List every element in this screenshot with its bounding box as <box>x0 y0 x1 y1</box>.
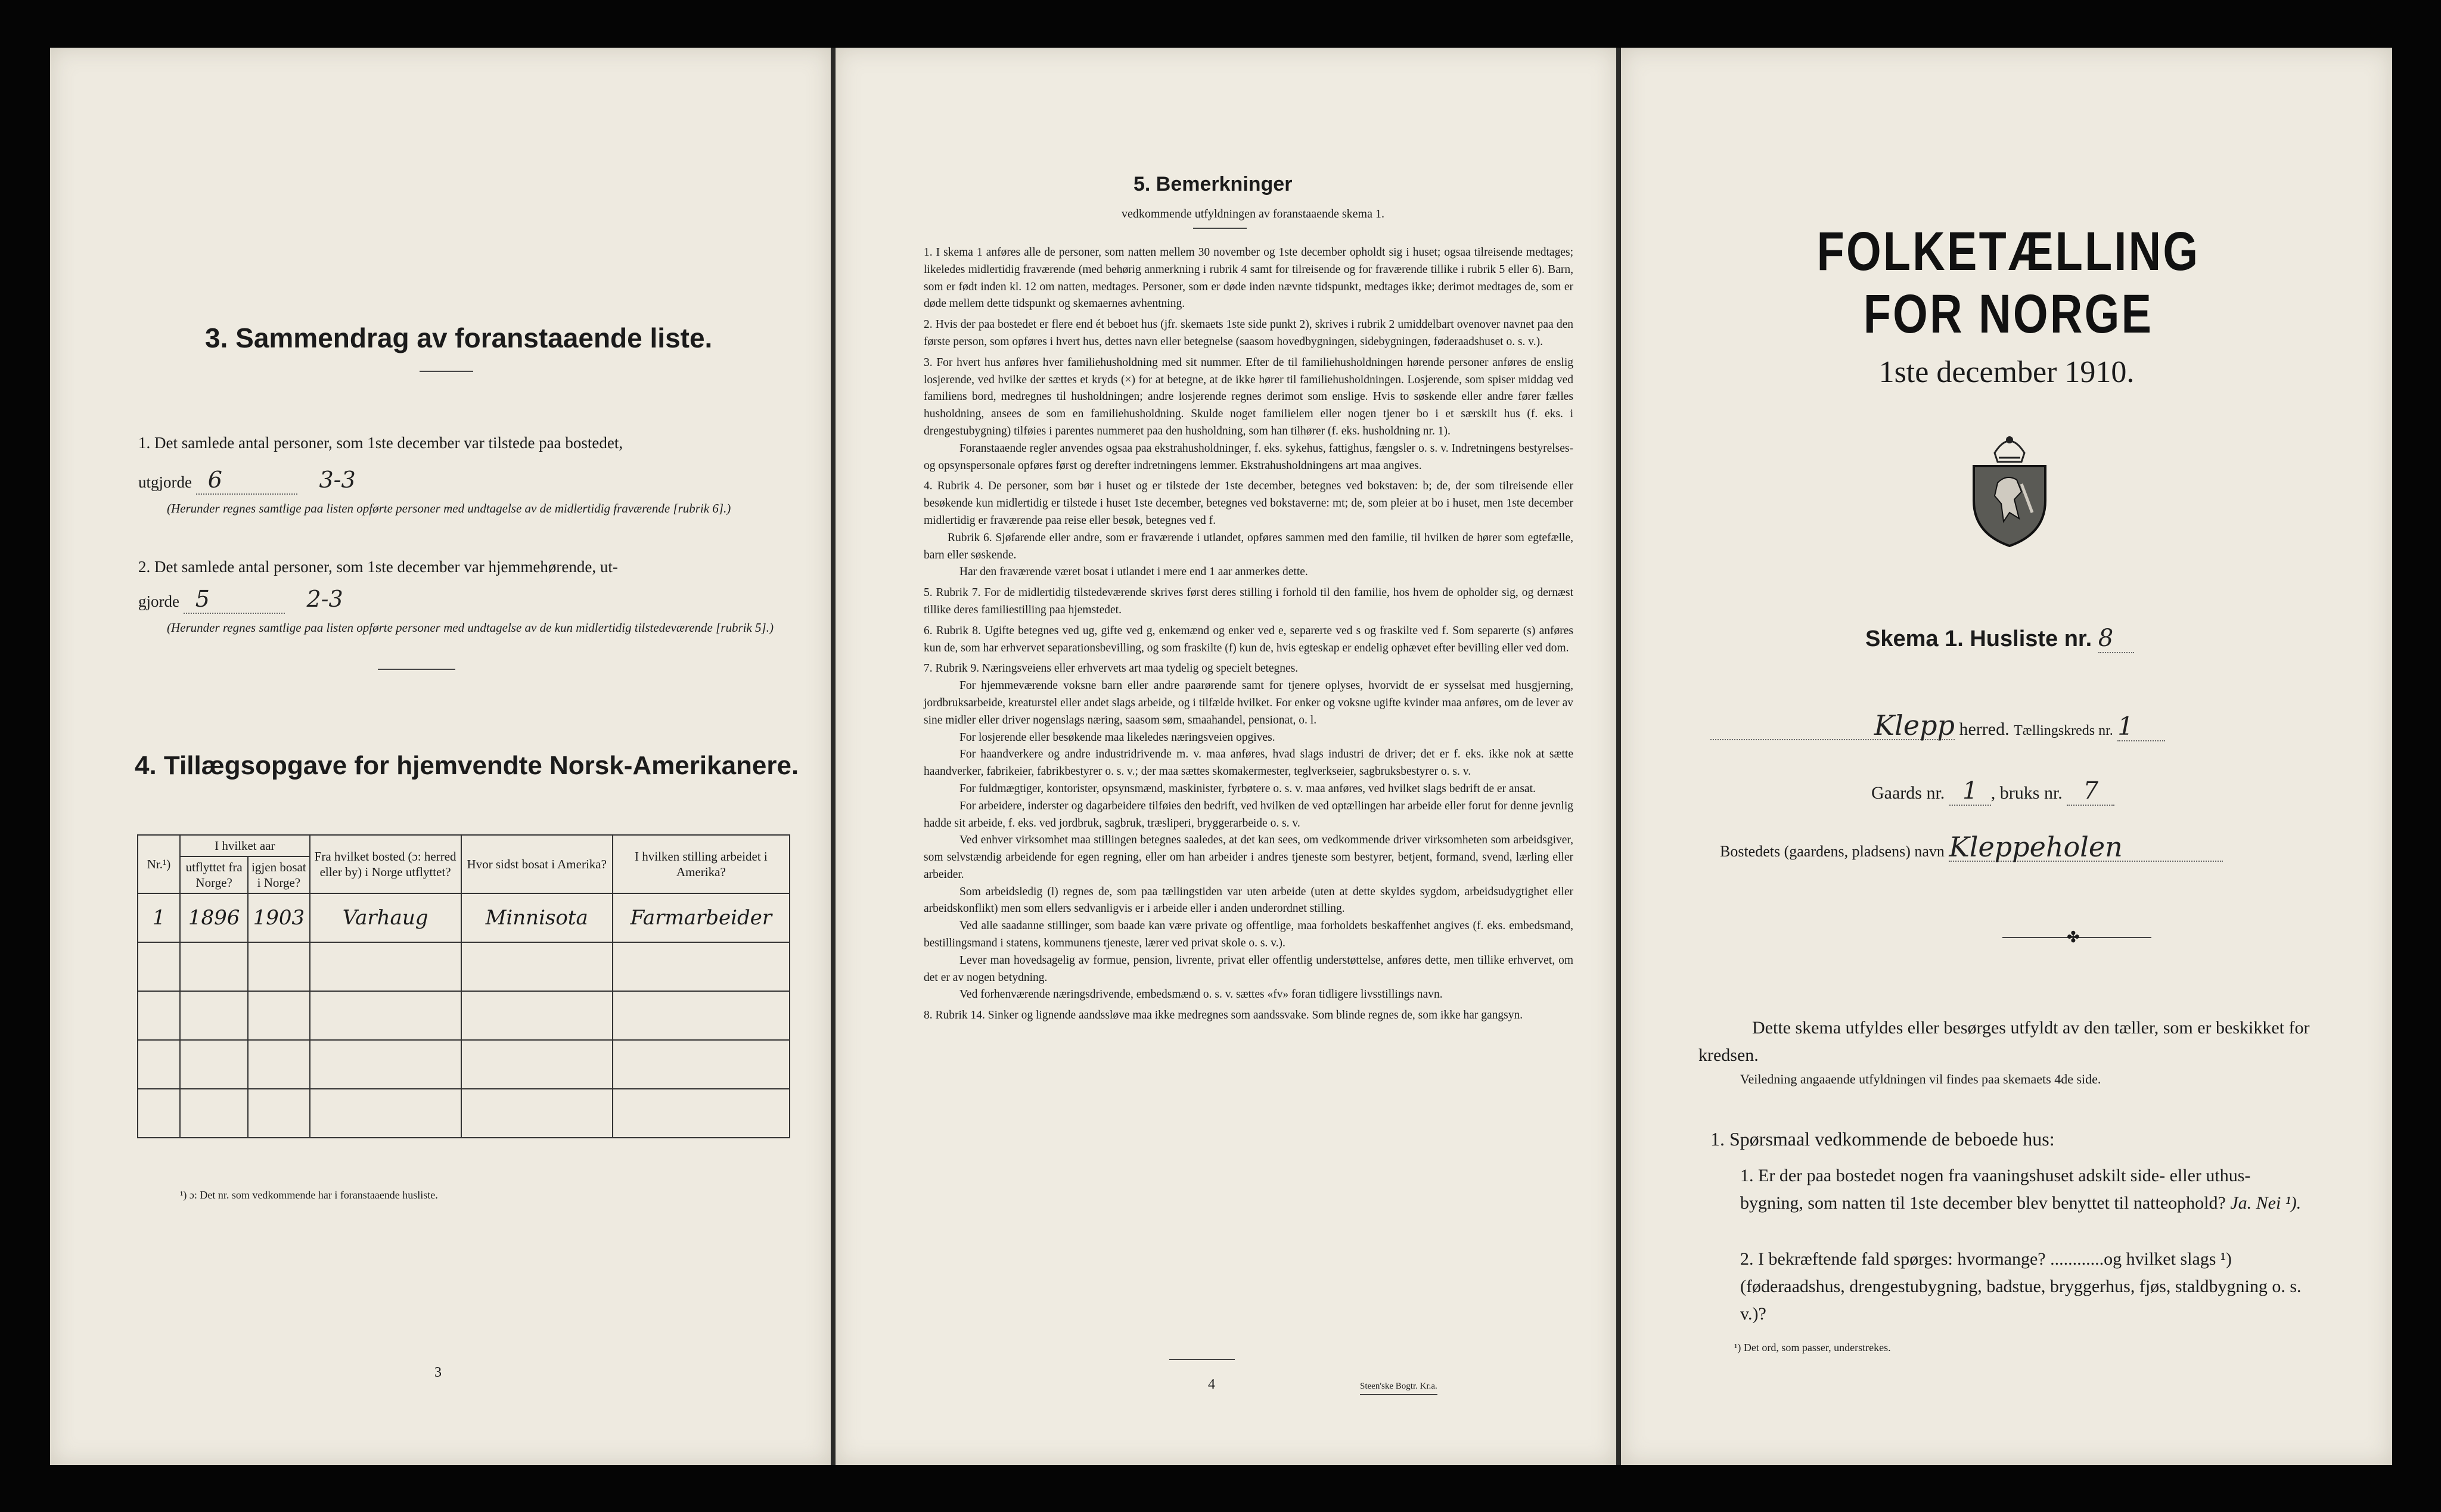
table-row <box>138 893 790 942</box>
printer-mark: Steen'ske Bogtr. Kr.a. <box>1360 1381 1437 1395</box>
cell-hvor: Minnisota <box>461 893 613 942</box>
item-2-text: 2. Det samlede antal personer, som 1ste december var hjemmehørende, ut- <box>138 558 618 576</box>
item-2-value: 5 <box>184 585 285 614</box>
paragraph: 8. Rubrik 14. Sinker og lignende aandssløve maa ikke medregnes som aandssvake. Som blinde regnes de, som ikke har gangsyn. <box>924 1009 1523 1022</box>
col-aar-group: I hvilket aar <box>180 835 309 856</box>
census-date: 1ste december 1910. <box>1878 355 2135 389</box>
footnote: ¹) Det ord, som passer, understrekes. <box>1734 1342 1891 1353</box>
bosted-label: Bostedets (gaardens, pladsens) navn <box>1720 843 1945 860</box>
col-nr: Nr.¹) <box>138 835 180 893</box>
paragraph: For fuldmægtiger, kontorister, opsynsmænd, maskinister, fyrbøtere o. s. v. maa anføres, ved hvilket slags bedrift de er ansat. <box>959 782 1536 795</box>
item-1-note: (Herunder regnes samtlige paa listen opførte personer med undtagelse av de midlertidig fraværende [rubrik 6].) <box>167 501 731 516</box>
utgjorde-label: utgjorde <box>138 473 192 491</box>
footnote: ¹) ɔ: Det nr. som vedkommende har i foranstaaende husliste. <box>180 1189 438 1201</box>
paragraph: 2. Hvis der paa bostedet er flere end ét beboet hus (jfr. skemaets 1ste side punkt 2), skrives i rubrik 2 umiddelbart ovenover navnet paa den første person, som opføres i hvert hus, dettes navn eller betegnelse (saasom hovedbygningen, sidebygningen, føderaadshuset o. s. v.). <box>924 318 1573 348</box>
page-fold <box>1616 48 1621 1465</box>
question-1 <box>1740 1162 2312 1217</box>
item-1-value: 6 <box>196 466 297 495</box>
bemerkninger-title: 5. Bemerkninger <box>1133 173 1293 195</box>
herred-line <box>1710 709 2306 744</box>
paragraph: Ved enhver virksomhet maa stillingen betegnes saaledes, at det kan sees, om vedkommende driver virksomheten som arbeidsgiver, som selvstændig arbeidende for egen regning, eller om han arbeider i andres tjeneste som bestyrer, betjent, formand, svend, lærling eller arbeider. <box>924 834 1573 881</box>
paragraph: For arbeidere, inderster og dagarbeidere tilføies den bedrift, ved hvilken de ved optællingen har arbeide eller forut for denne jevnlig hadde sit arbeide, f. eks. ved jordbruk, sagbruk, træsliperi, bryggerarbeide o. s. v. <box>924 799 1573 830</box>
cell-igjen: 1903 <box>248 893 309 942</box>
bosted-value: Kleppeholen <box>1949 833 2223 862</box>
paragraph: 6. Rubrik 8. Ugifte betegnes ved ug, gifte ved g, enkemænd og enker ved e, separerte ved s og fraskilte ved f. Som separerte (s) anføres kun de, som har erhvervet separationsbevilling, og som fraskilte (f) kun de, hvis egteskap er endelig ophævet efter bevilling eller ved dom. <box>924 624 1573 654</box>
bruks-value: 7 <box>2067 777 2114 806</box>
page-number: 3 <box>434 1365 442 1380</box>
gaards-value: 1 <box>1949 777 1991 806</box>
document-title: FOLKETÆLLING FOR NORGE <box>1816 221 2200 344</box>
cell-nr: 1 <box>138 893 180 942</box>
table-row <box>138 942 790 991</box>
page-4 <box>836 48 1616 1465</box>
paragraph: For hjemmeværende voksne barn eller andre paarørende samt for tjenere oplyses, hvorvidt de er sysselsat med husgjerning, jordbruksarbeide, kreaturstel eller andet slags arbeide, og i tilfælde hvilket. For enker og voksne ugifte kvinder maa anføres, om de lever av sine midler eller driver nogenslags næring, saasom søm, smaahandel, pensionat, o. l. <box>924 679 1573 726</box>
page-1 <box>1621 48 2392 1465</box>
divider <box>1193 228 1247 229</box>
col-igjen: igjen bosat i Norge? <box>248 856 309 893</box>
norsk-amerikanere-table <box>137 834 790 1138</box>
bruks-label: bruks nr. <box>1999 783 2063 803</box>
ornament-icon: ✤ <box>2067 929 2080 946</box>
husliste-nr: 8 <box>2098 625 2134 653</box>
paragraph: For losjerende eller besøkende maa likeledes næringsveien opgives. <box>959 731 1275 744</box>
paragraph: 4. Rubrik 4. De personer, som bør i huset og er tilstede der 1ste december, betegnes ved bokstaven: b; de, der som tilreisende eller besøkende kun midlertidig er tilstede i huset 1ste december, betegnes ved bokstaverne: mt; de, som pleier at bo i huset, men 1ste december midlertidig er fraværende paa reise eller besøk, betegnes ved f. <box>924 480 1573 527</box>
cell-utflyttet: 1896 <box>180 893 248 942</box>
gaards-line: Gaards nr. 1 , bruks nr. 7 <box>1871 777 2114 807</box>
paragraph: Rubrik 6. Sjøfarende eller andre, som er fraværende i utlandet, opføres sammen med den familie, til hvilken de hører som egtefælle, barn eller søskende. <box>924 531 1573 561</box>
paragraph: Har den fraværende været bosat i utlandet i mere end 1 aar anmerkes dette. <box>959 566 1308 579</box>
divider <box>378 669 455 670</box>
intro-note: Veiledning angaaende utfyldningen vil findes paa skemaets 4de side. <box>1740 1072 2101 1086</box>
table-row <box>138 1040 790 1089</box>
page-fold <box>831 48 836 1465</box>
page-number: 4 <box>1208 1377 1215 1392</box>
paragraph: Foranstaaende regler anvendes ogsaa paa ekstrahusholdninger, f. eks. sykehus, fattighus, fængsler o. s. v. Indretningens bestyrelses- og opsynspersonale opføres først og derefter indretningens lemmer. Ekstrahusholdningens art maa angives. <box>924 442 1573 472</box>
col-utflyttet: utflyttet fra Norge? <box>180 856 248 893</box>
col-fra-bosted: Fra hvilket bosted (ɔ: herred eller by) i Norge utflyttet? <box>310 835 461 893</box>
section-4-title: 4. Tillægsopgave for hjemvendte Norsk-Amerikanere. <box>135 751 799 780</box>
bemerkninger-subtitle: vedkommende utfyldningen av foranstaaende skema 1. <box>1122 207 1384 221</box>
coat-of-arms-icon <box>1962 429 2057 551</box>
paragraph: For haandverkere og andre industridrivende m. v. maa anføres, hvad slags industri de driver; det er f. eks. ikke nok at sætte haandverker, fabrikeier, fabrikbestyrer o. s. v.; der maa sættes skomakermester, teglverkseier, sagbruksbestyrer o. s. v. <box>924 748 1573 778</box>
table-row <box>138 991 790 1040</box>
paragraph: Ved alle saadanne stillinger, som baade kan være private og offentlige, maa forholdets beskaffenhet angives (f. eks. embedsmand, bestillingsmand i statens, kommunens tjeneste, lærer ved privat skole o. s. v.). <box>924 920 1573 950</box>
gaards-label: Gaards nr. <box>1871 783 1945 803</box>
paragraph: 5. Rubrik 7. For de midlertidig tilstedeværende skrives først deres stilling i forhold til den familie, hos hvem de opholder sig, og dernæst tillike deres familiestilling paa hjemstedet. <box>924 586 1573 616</box>
paragraph: Lever man hovedsagelig av formue, pension, livrente, privat eller offentlig understøttelse, anføres dette, men tillike erhvervet, om det er av nogen betydning. <box>924 954 1573 984</box>
table-row <box>138 1089 790 1138</box>
col-stilling: I hvilken stilling arbeidet i Amerika? <box>613 835 790 893</box>
item-1-text: 1. Det samlede antal personer, som 1ste december var tilstede paa bostedet, <box>138 434 623 452</box>
paragraph: 3. For hvert hus anføres hver familiehusholdning med sit nummer. Efter de til familiehusholdningen hørende personer anføres de enslig losjerende, ved hvilke der sættes et kryds (×) for at betegne, at de ikke hører til familiehusholdningen. Losjerende, som spiser middag ved familiens bord, medregnes til husholdningen; andre losjerende regnes derimot som enslige. Hvis to søskende eller andre fører fælles husholdning, ansees de som en familiehusholdning. Skulde noget familielem eller nogen tjener bo i et særskilt hus (f. eks. i drengestubygning) tilføies i parentes nummeret paa den husholdning, som han tilhører (f. eks. husholdning nr. 1). <box>924 356 1573 437</box>
intro-text: Dette skema utfyldes eller besørges utfyldt av den tæller, som er beskikket for kredsen. <box>1698 1018 2310 1065</box>
herred-value: Klepp <box>1710 712 1955 740</box>
taellingskreds-label: Tællingskreds nr. <box>2014 723 2113 738</box>
divider <box>420 371 473 372</box>
question-1-text: 1. Er der paa bostedet nogen fra vaaningshuset adskilt side- eller uthus-bygning, som natten til 1ste december blev benyttet til natteophold? <box>1740 1166 2251 1213</box>
page-3 <box>50 48 831 1465</box>
taellingskreds-value: 1 <box>2117 713 2165 741</box>
cell-stilling: Farmarbeider <box>613 893 790 942</box>
question-2: 2. I bekræftende fald spørges: hvormange? ............og hvilket slags ¹) (føderaadshus, drengestubygning, badstue, bryggerhus, fjøs, staldbygning o. s. v.)? <box>1740 1249 2302 1324</box>
item-1-value-2: 3-3 <box>319 467 356 493</box>
col-hvor-bosat: Hvor sidst bosat i Amerika? <box>461 835 613 893</box>
item-2-note: (Herunder regnes samtlige paa listen opførte personer med undtagelse av de kun midlertidig tilstedeværende [rubrik 5].) <box>167 620 774 635</box>
item-2-line <box>138 585 343 615</box>
cell-fra: Varhaug <box>310 893 461 942</box>
item-1-line <box>138 466 356 496</box>
bemerkninger-body <box>924 244 1573 1024</box>
section-3-title: 3. Sammendrag av foranstaaende liste. <box>205 322 713 353</box>
herred-label: herred. <box>1959 719 2010 739</box>
paragraph: 7. Rubrik 9. Næringsveiens eller erhvervets art maa tydelig og specielt betegnes. <box>924 662 1299 675</box>
bosted-line <box>1720 833 2223 865</box>
paragraph: 1. I skema 1 anføres alle de personer, som natten mellem 30 november og 1ste december opholdt sig i huset; ogsaa tilreisende medtages; likeledes midlertidig fraværende (med behørig anmerkning i rubrik 4 samt for tilreisende og for fraværende tillike i rubrik 5 eller 6). Barn, som er født inden kl. 12 om natten, medtages. Personer, som er døde inden nævnte tidspunkt, medtages ikke; derimot medtages de, som er døde mellem dette tidspunkt og skemaernes avhentning. <box>924 246 1573 311</box>
skema-line <box>1865 625 2134 653</box>
divider <box>1169 1359 1235 1360</box>
skema-label: Skema 1. Husliste nr. <box>1865 626 2092 651</box>
paragraph: Som arbeidsledig (l) regnes de, som paa tællingstiden var uten arbeide (uten at dette skyldes sygdom, arbeidsudygtighet eller arbeidskonflikt) men som ellers sedvanligvis er i arbeide eller i anden underordnet stilling. <box>924 885 1573 915</box>
question-1-answer: Ja. Nei ¹). <box>2230 1193 2302 1213</box>
gjorde-label: gjorde <box>138 592 179 610</box>
question-heading: 1. Spørsmaal vedkommende de beboede hus: <box>1710 1128 2055 1150</box>
item-2-value-2: 2-3 <box>306 586 343 612</box>
paragraph: Ved forhenværende næringsdrivende, embedsmænd o. s. v. sættes «fv» foran tidligere livsstillings navn. <box>959 988 1443 1001</box>
